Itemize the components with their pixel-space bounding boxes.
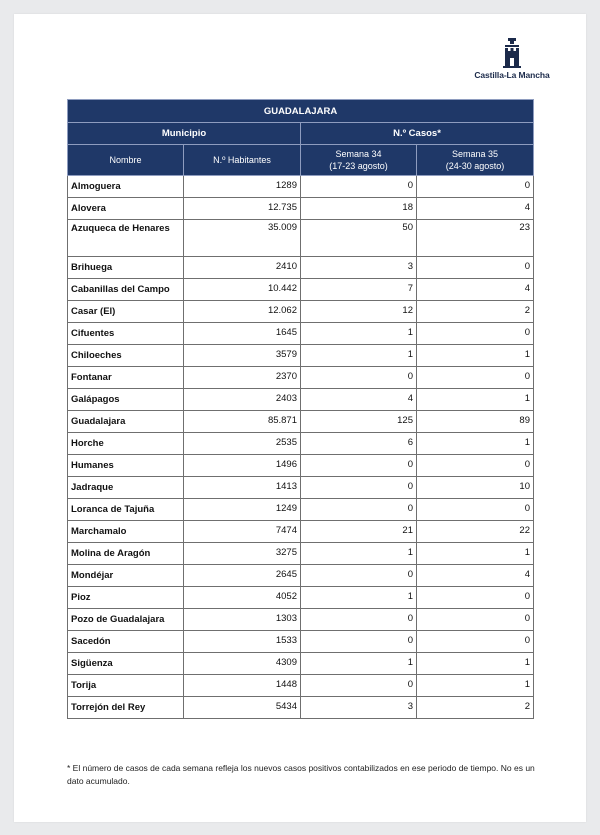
cell-nombre: Sacedón xyxy=(68,631,184,653)
cases-table xyxy=(67,99,534,719)
cell-semana-35: 1 xyxy=(417,543,534,565)
cell-nombre: Mondéjar xyxy=(68,565,184,587)
cell-semana-35: 0 xyxy=(417,257,534,279)
cell-semana-34: 12 xyxy=(301,301,417,323)
cell-habitantes: 7474 xyxy=(184,521,301,543)
table-row xyxy=(68,499,534,521)
cell-semana-34: 1 xyxy=(301,653,417,675)
cell-nombre: Humanes xyxy=(68,455,184,477)
cell-habitantes: 3579 xyxy=(184,345,301,367)
column-header-nombre: Nombre xyxy=(68,145,184,176)
cell-semana-34: 1 xyxy=(301,345,417,367)
semana-35-label: Semana 35 xyxy=(451,149,499,159)
cell-habitantes: 10.442 xyxy=(184,279,301,301)
column-header-habitantes: N.º Habitantes xyxy=(184,145,301,176)
cell-semana-35: 2 xyxy=(417,301,534,323)
cell-semana-35: 1 xyxy=(417,389,534,411)
column-header-row xyxy=(68,145,534,176)
cell-semana-34: 125 xyxy=(301,411,417,433)
cell-nombre: Cifuentes xyxy=(68,323,184,345)
cell-semana-35: 1 xyxy=(417,433,534,455)
cell-habitantes: 35.009 xyxy=(184,220,301,257)
cell-habitantes: 2535 xyxy=(184,433,301,455)
cell-nombre: Torrejón del Rey xyxy=(68,697,184,719)
table-row xyxy=(68,653,534,675)
cell-habitantes: 85.871 xyxy=(184,411,301,433)
castle-emblem-icon xyxy=(503,38,521,68)
cell-habitantes: 12.062 xyxy=(184,301,301,323)
table-title-row xyxy=(68,100,534,123)
table-row xyxy=(68,631,534,653)
cell-nombre: Cabanillas del Campo xyxy=(68,279,184,301)
cell-habitantes: 5434 xyxy=(184,697,301,719)
cell-habitantes: 1448 xyxy=(184,675,301,697)
table-row xyxy=(68,543,534,565)
cell-semana-34: 0 xyxy=(301,367,417,389)
cell-habitantes: 2645 xyxy=(184,565,301,587)
cell-semana-35: 2 xyxy=(417,697,534,719)
table-row xyxy=(68,433,534,455)
cell-nombre: Fontanar xyxy=(68,367,184,389)
cell-habitantes: 1413 xyxy=(184,477,301,499)
cell-semana-34: 0 xyxy=(301,499,417,521)
cell-habitantes: 3275 xyxy=(184,543,301,565)
cell-habitantes: 4309 xyxy=(184,653,301,675)
cell-semana-34: 1 xyxy=(301,543,417,565)
table-row xyxy=(68,411,534,433)
cell-semana-35: 0 xyxy=(417,176,534,198)
table-row xyxy=(68,301,534,323)
cell-semana-34: 0 xyxy=(301,609,417,631)
cell-semana-34: 1 xyxy=(301,587,417,609)
cell-habitantes: 1303 xyxy=(184,609,301,631)
cell-semana-35: 0 xyxy=(417,587,534,609)
cell-semana-34: 3 xyxy=(301,257,417,279)
group-header-row xyxy=(68,123,534,145)
cell-semana-35: 0 xyxy=(417,455,534,477)
cell-semana-35: 10 xyxy=(417,477,534,499)
cell-habitantes: 1289 xyxy=(184,176,301,198)
cell-semana-35: 1 xyxy=(417,345,534,367)
cell-habitantes: 2403 xyxy=(184,389,301,411)
cell-semana-34: 21 xyxy=(301,521,417,543)
table-row xyxy=(68,176,534,198)
table-row xyxy=(68,198,534,220)
cell-habitantes: 2410 xyxy=(184,257,301,279)
cell-habitantes: 1533 xyxy=(184,631,301,653)
cell-semana-34: 3 xyxy=(301,697,417,719)
table-row xyxy=(68,587,534,609)
cell-semana-34: 4 xyxy=(301,389,417,411)
table-row xyxy=(68,257,534,279)
group-header-casos: N.º Casos* xyxy=(301,123,534,145)
cell-semana-34: 6 xyxy=(301,433,417,455)
cell-habitantes: 1496 xyxy=(184,455,301,477)
cell-nombre: Marchamalo xyxy=(68,521,184,543)
logo-text: Castilla-La Mancha xyxy=(474,70,550,80)
table-row xyxy=(68,609,534,631)
cell-semana-35: 22 xyxy=(417,521,534,543)
cell-semana-34: 50 xyxy=(301,220,417,257)
semana-34-dates: (17-23 agosto) xyxy=(329,161,388,171)
table-row xyxy=(68,323,534,345)
document-page xyxy=(14,14,586,822)
cell-nombre: Pioz xyxy=(68,587,184,609)
cell-semana-35: 0 xyxy=(417,323,534,345)
cell-habitantes: 1249 xyxy=(184,499,301,521)
cell-semana-34: 18 xyxy=(301,198,417,220)
cell-semana-34: 7 xyxy=(301,279,417,301)
cell-nombre: Brihuega xyxy=(68,257,184,279)
column-header-semana-35 xyxy=(417,145,534,176)
cell-nombre: Galápagos xyxy=(68,389,184,411)
cell-semana-34: 0 xyxy=(301,631,417,653)
table-row xyxy=(68,367,534,389)
cell-semana-34: 1 xyxy=(301,323,417,345)
cell-nombre: Chiloeches xyxy=(68,345,184,367)
cell-nombre: Loranca de Tajuña xyxy=(68,499,184,521)
cell-habitantes: 12.735 xyxy=(184,198,301,220)
group-header-municipio: Municipio xyxy=(68,123,301,145)
cell-habitantes: 4052 xyxy=(184,587,301,609)
cell-nombre: Torija xyxy=(68,675,184,697)
semana-35-dates: (24-30 agosto) xyxy=(445,161,505,171)
cell-nombre: Molina de Aragón xyxy=(68,543,184,565)
cell-nombre: Almoguera xyxy=(68,176,184,198)
table-row xyxy=(68,675,534,697)
semana-34-label: Semana 34 xyxy=(335,149,382,159)
cell-nombre: Horche xyxy=(68,433,184,455)
table-row xyxy=(68,477,534,499)
castilla-la-mancha-logo xyxy=(469,38,555,80)
table-row xyxy=(68,565,534,587)
cell-semana-35: 4 xyxy=(417,279,534,301)
cell-semana-34: 0 xyxy=(301,455,417,477)
cell-nombre: Casar (El) xyxy=(68,301,184,323)
table-row xyxy=(68,345,534,367)
table-row xyxy=(68,279,534,301)
cell-semana-34: 0 xyxy=(301,565,417,587)
cell-semana-34: 0 xyxy=(301,176,417,198)
cell-nombre: Alovera xyxy=(68,198,184,220)
cell-nombre: Guadalajara xyxy=(68,411,184,433)
cell-semana-35: 4 xyxy=(417,198,534,220)
cell-semana-34: 0 xyxy=(301,477,417,499)
cell-semana-35: 0 xyxy=(417,631,534,653)
table-row xyxy=(68,521,534,543)
cell-semana-35: 0 xyxy=(417,609,534,631)
cell-semana-35: 4 xyxy=(417,565,534,587)
table-row xyxy=(68,697,534,719)
footnote: * El número de casos de cada semana refleja los nuevos casos positivos contabilizados en ese periodo de tiempo. No es un dato acumulado. xyxy=(67,763,535,786)
cell-habitantes: 2370 xyxy=(184,367,301,389)
cell-habitantes: 1645 xyxy=(184,323,301,345)
cell-nombre: Jadraque xyxy=(68,477,184,499)
cell-semana-35: 1 xyxy=(417,653,534,675)
cell-nombre: Sigüenza xyxy=(68,653,184,675)
table-row xyxy=(68,220,534,257)
cell-semana-35: 23 xyxy=(417,220,534,257)
cell-nombre: Azuqueca de Henares xyxy=(68,220,184,257)
cell-semana-35: 0 xyxy=(417,367,534,389)
cell-semana-35: 89 xyxy=(417,411,534,433)
table-row xyxy=(68,389,534,411)
table-title: GUADALAJARA xyxy=(68,100,534,123)
cell-semana-35: 1 xyxy=(417,675,534,697)
column-header-semana-34 xyxy=(301,145,417,176)
cell-nombre: Pozo de Guadalajara xyxy=(68,609,184,631)
table-row xyxy=(68,455,534,477)
cell-semana-35: 0 xyxy=(417,499,534,521)
cell-semana-34: 0 xyxy=(301,675,417,697)
